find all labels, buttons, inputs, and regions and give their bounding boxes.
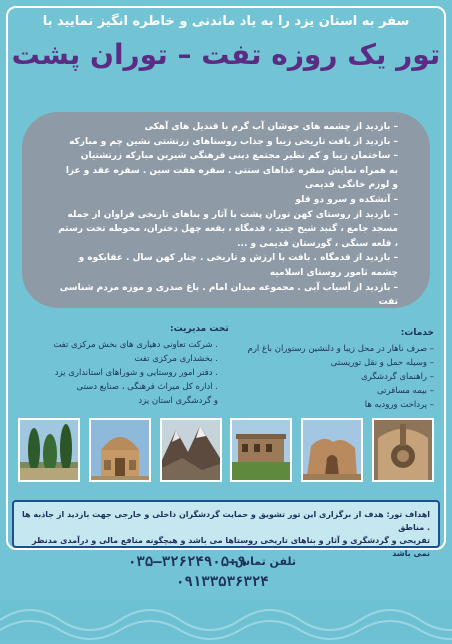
list-item: – بیمه مسافرتی: [377, 386, 434, 396]
list-item: . بخشداری مرکزی تفت: [134, 354, 218, 364]
village-house-photo: [230, 418, 292, 482]
list-item: . دفتر امور روستایی و شوراهای استانداری یزد: [54, 368, 218, 378]
list-item: و گردشگری استان یزد: [138, 396, 218, 406]
bottom-ornament: [0, 600, 452, 640]
list-item: – بازدید از بافت تاریخی زیبا و جذاب روستاهای زرتشتی نشین چم و مبارکه: [69, 136, 398, 147]
tour-purpose-line: اهداف تور: هدف از برگزاری این تور تشویق و حمایت گردشگران داخلی و خارجی جهت بازدید از جاذبه ها . مناطق: [22, 510, 430, 532]
list-item: و لوزم خانگی قدیمی: [305, 180, 398, 191]
management-list: [18, 338, 218, 408]
list-item: به همراه نمایش سفره غذاهای سنتی . سفره هفت سین . سفره عقد و عزا: [65, 165, 398, 176]
list-item: – پرداخت ورودیه ها: [364, 400, 434, 410]
poster-title: تور یک روزه تفت – توران پشت: [11, 38, 441, 71]
phone-number-landline[interactable]: ۰۳۵–۳۲۶۲۴۹۰۵–۹: [128, 554, 247, 570]
domed-tomb-photo: [89, 418, 151, 482]
list-item: چشمه ثامور روستای اسلامیه: [269, 267, 398, 278]
mountain-rocks-photo: [160, 418, 222, 482]
tour-purpose-box: [12, 500, 440, 558]
tour-purpose-line: تفریحی و گردشگری و آثار و بناهای تاریخی روستاها می باشد و هیچگونه منافع مالی و درآمدی مدنظر نمی باشد: [32, 536, 430, 558]
list-item: – ساختمان زیبا و کم نظیر مجتمع دینی فرهنگی شیرین مبارکه زرتشتیان: [80, 151, 398, 162]
services-list: [234, 342, 434, 412]
list-item: . شرکت تعاونی دهیاری های بخش مرکزی تفت: [53, 340, 218, 350]
list-item: ، قلعه سنگی ، گورستان قدیمی و ...: [237, 238, 398, 249]
list-item: – بازدید از چشمه های جوشان آب گرم با قندیل های آهکی: [144, 122, 398, 132]
list-item: – راهنمای گردشگری: [360, 372, 434, 382]
mudbrick-ruins-photo: [301, 418, 363, 482]
photo-strip: [18, 418, 434, 484]
phone-number-mobile[interactable]: ۰۹۱۳۳۵۳۶۳۲۴: [176, 574, 269, 590]
watermill-photo: [372, 418, 434, 482]
list-item: مسجد جامع ، گنبد شیخ جنید ، قدمگاه ، بقعه چهل دختران، محوطه تخت رستم: [58, 224, 398, 235]
management-heading: تحت مدیریت:: [170, 324, 229, 334]
poster-subtitle: سفر به استان یزد را به یاد ماندنی و خاطره انگیز نمایید با: [42, 14, 410, 29]
list-item: – وسیله حمل و نقل توریستی: [330, 358, 434, 368]
list-item: – بازدید از قدمگاه . بافت با ارزش و تاریخی . چنار کهن سال . عقابکوه و: [78, 253, 398, 264]
list-item: – بازدید از روستای کهن توران پشت با آثار و بناهای تاریخی فراوان از جمله: [67, 209, 398, 220]
list-item: . اداره کل میراث فرهنگی ، صنایع دستی: [76, 382, 218, 392]
contact-label: تلفن تماس:: [230, 555, 296, 568]
list-item: – صرف ناهار در محل زیبا و دلنشین رستوران باغ ارم: [247, 344, 434, 354]
tour-itinerary-list: [38, 120, 398, 310]
cypress-garden-photo: [18, 418, 80, 482]
list-item: – بازدید از آسیاب آبی . مجموعه میدان امام . باغ صدری و موزه مردم شناسی تفت: [59, 282, 398, 308]
list-item: – آتشکده و سرو دو قلو: [295, 194, 398, 205]
services-heading: خدمات:: [400, 328, 434, 338]
